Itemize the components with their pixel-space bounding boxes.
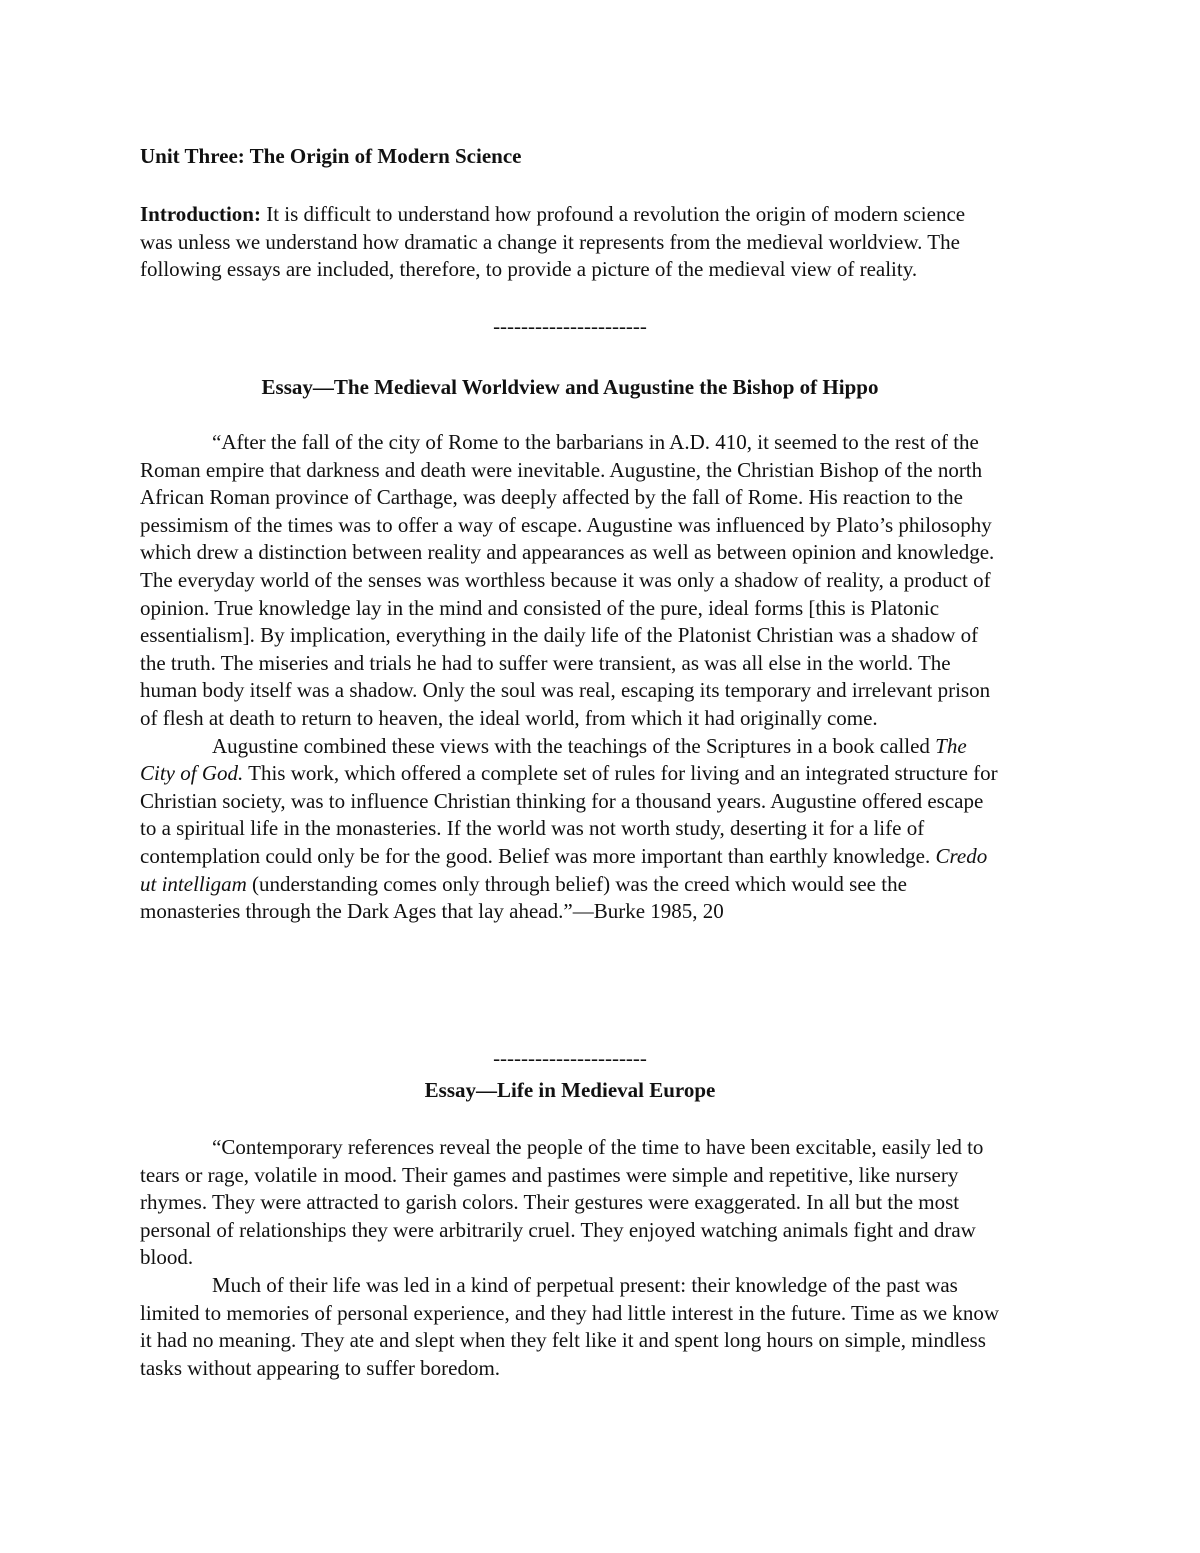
essay1-body — [140, 429, 1000, 926]
essay2-paragraph-2: Much of their life was led in a kind of perpetual present: their knowledge of the past was limited to memories of personal experience, and they had little interest in the future. Time as we know it had no meaning. They ate and slept when they felt like it and spent long hours on simple, mindless tasks without appearing to suffer boredom. — [140, 1272, 1000, 1380]
introduction-label: Introduction: — [140, 202, 261, 226]
introduction-text: It is difficult to understand how profound a revolution the origin of modern science was unless we understand how dramatic a change it represents from the medieval worldview. The following essays are included, therefore, to provide a picture of the medieval view of reality. — [140, 202, 966, 282]
essay1-p2-text-c: (understanding comes only through belief) was the creed which would see the monasteries through the Dark Ages that lay ahead.”—Burke 1985, 20 — [140, 871, 907, 924]
introduction-paragraph — [140, 201, 1000, 284]
unit-title: Unit Three: The Origin of Modern Science — [140, 144, 522, 168]
essay2-title: Essay—Life in Medieval Europe — [424, 1078, 716, 1102]
essay1-paragraph-2 — [140, 733, 1000, 926]
essay1-paragraph-1: “After the fall of the city of Rome to the barbarians in A.D. 410, it seemed to the rest of the Roman empire that darkness and death were inevitable. Augustine, the Christian Bishop of the north African Roman province of Carthage, was deeply affected by the fall of Rome. His reaction to the pessimism of the times was to offer a way of escape. Augustine was influenced by Plato’s philosophy which drew a distinction between reality and appearances as well as between opinion and knowledge. The everyday world of the senses was worthless because it was only a shadow of reality, a product of opinion. True knowledge lay in the mind and consisted of the pure, ideal forms [this is Platonic essentialism]. By implication, everything in the daily life of the Platonist Christian was a shadow of the truth. The miseries and trials he had to suffer were transient, as was all else in the world. The human body itself was a shadow. Only the soul was real, escaping its temporary and irrelevant prison of flesh at death to return to heaven, the ideal world, from which it had originally come. — [140, 430, 995, 730]
section-divider: ---------------------- — [493, 314, 647, 338]
essay2-paragraph-1: “Contemporary references reveal the people of the time to have been excitable, easily led to tears or rage, volatile in mood. Their games and pastimes were simple and repetitive, like nursery rhymes. They were attracted to garish colors. Their gestures were exaggerated. In all but the most personal of relationships they were arbitrarily cruel. They enjoyed watching animals fight and draw blood. — [140, 1135, 984, 1270]
book-title: The City of God. — [140, 733, 967, 786]
essay1-title: Essay—The Medieval Worldview and Augustine the Bishop of Hippo — [261, 375, 879, 399]
essay2-body — [140, 1134, 1000, 1382]
essay1-p2-text-a: Augustine combined these views with the teachings of the Scriptures in a book called — [212, 733, 936, 758]
latin-phrase: Credo ut intelligam — [140, 843, 988, 896]
section-divider-2: ---------------------- — [493, 1046, 647, 1070]
essay1-p2-text-b: This work, which offered a complete set of rules for living and an integrated structure for Christian society, was to influence Christian thinking for a thousand years. Augustine offered escape to a spiritual life in the monasteries. If the world was not worth study, deserting it for a life of contemplation could only be for the good. Belief was more important than earthly knowledge. — [140, 761, 998, 868]
